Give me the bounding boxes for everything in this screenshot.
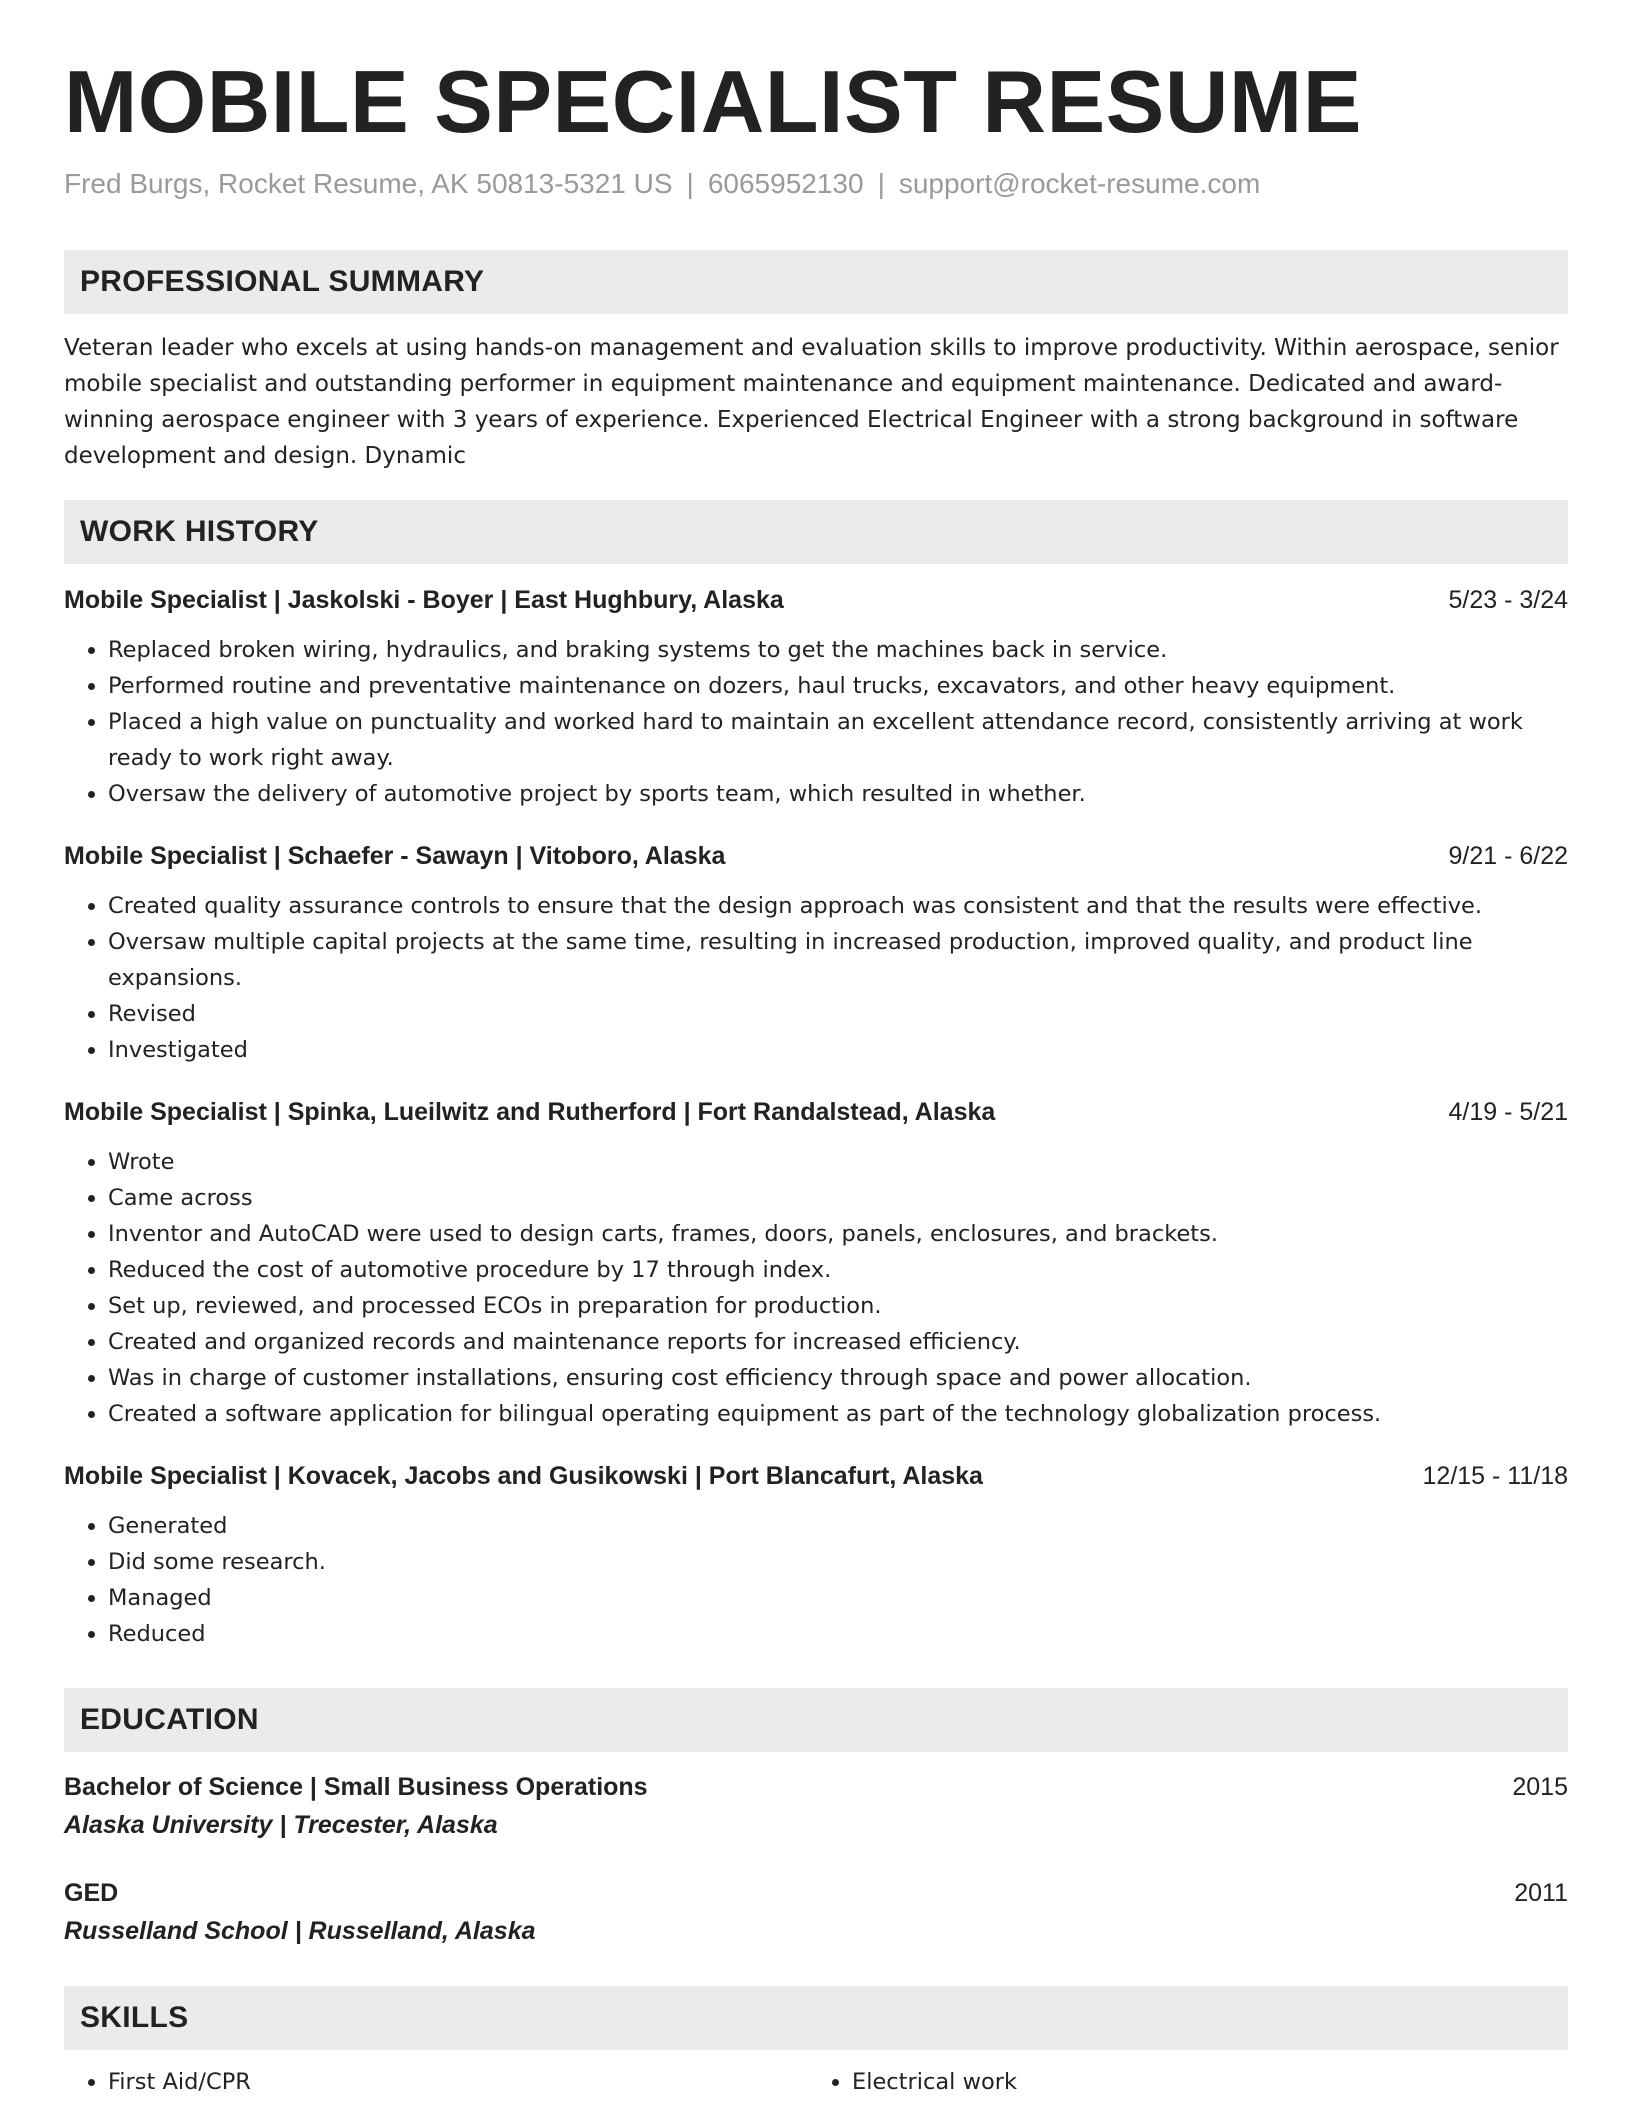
job-bullet: • Performed routine and preventative maintenance on dozers, haul trucks, excavators, and other heavy equipment.: [108, 668, 1568, 704]
job-header: [64, 838, 1568, 874]
job-dates: 12/15 - 11/18: [1422, 1462, 1568, 1490]
education-school: Russelland School | Russelland, Alaska: [64, 1917, 536, 1945]
job-dates: 4/19 - 5/21: [1448, 1098, 1568, 1126]
section-heading-work-history: WORK HISTORY: [64, 500, 1568, 564]
job-bullet: • Replaced broken wiring, hydraulics, and braking systems to get the machines back in service.: [108, 632, 1568, 668]
job-bullet: • Reduced: [108, 1616, 1568, 1652]
skills-column-left: [64, 2064, 808, 2100]
job-bullets: [64, 888, 1568, 1068]
skills-column-right: [808, 2064, 1552, 2100]
job-bullets: [64, 1144, 1568, 1432]
job-dates: 5/23 - 3/24: [1448, 586, 1568, 614]
job-header: [64, 582, 1568, 618]
education-school: Alaska University | Trecester, Alaska: [64, 1811, 498, 1839]
job-bullet: • Was in charge of customer installations, ensuring cost efficiency through space and power allocation.: [108, 1360, 1568, 1396]
job-bullet: • Came across: [108, 1180, 1568, 1216]
summary-text: Veteran leader who excels at using hands-on management and evaluation skills to improve productivity. Within aerospace, senior mobile specialist and outstanding performer in equipment maintenance and equipment maintenance. Dedicated and award-winning aerospace engineer with 3 years of experience. Experienced Electrical Engineer with a strong background in software development and design. Dynamic: [64, 335, 1559, 469]
section-heading-education: EDUCATION: [64, 1688, 1568, 1752]
job-header: [64, 1094, 1568, 1130]
job-entry: [64, 582, 1568, 812]
job-bullet: • Placed a high value on punctuality and worked hard to maintain an excellent attendance record, consistently arriving at work ready to work right away.: [108, 704, 1568, 776]
education-year: 2011: [1514, 1879, 1568, 1907]
education-degree: Bachelor of Science | Small Business Operations: [64, 1773, 648, 1801]
education-year: 2015: [1512, 1773, 1568, 1801]
job-bullet: • Did some research.: [108, 1544, 1568, 1580]
skill-item: • First Aid/CPR: [108, 2064, 808, 2100]
job-header: [64, 1458, 1568, 1494]
job-bullet: • Inventor and AutoCAD were used to design carts, frames, doors, panels, enclosures, and brackets.: [108, 1216, 1568, 1252]
contact-line: [64, 166, 1568, 202]
education-entry: [64, 1768, 1568, 1844]
job-bullet: • Revised: [108, 996, 1568, 1032]
contact-separator: |: [877, 168, 885, 199]
resume-title: MOBILE SPECIALIST RESUME: [64, 52, 1362, 151]
job-bullet: • Created a software application for bilingual operating equipment as part of the technology globalization process.: [108, 1396, 1568, 1432]
job-title: Mobile Specialist | Kovacek, Jacobs and Gusikowski | Port Blancafurt, Alaska: [64, 1462, 983, 1490]
job-title: Mobile Specialist | Schaefer - Sawayn | Vitoboro, Alaska: [64, 842, 726, 870]
skills-list: [64, 2064, 1568, 2100]
job-bullet: • Created and organized records and maintenance reports for increased efficiency.: [108, 1324, 1568, 1360]
section-heading-summary: PROFESSIONAL SUMMARY: [64, 250, 1568, 314]
job-bullet: • Set up, reviewed, and processed ECOs in preparation for production.: [108, 1288, 1568, 1324]
contact-separator: |: [686, 168, 694, 199]
job-bullet: • Wrote: [108, 1144, 1568, 1180]
job-entry: [64, 1094, 1568, 1432]
job-bullet: • Oversaw the delivery of automotive project by sports team, which resulted in whether.: [108, 776, 1568, 812]
job-title: Mobile Specialist | Spinka, Lueilwitz and Rutherford | Fort Randalstead, Alaska: [64, 1098, 996, 1126]
job-bullet: • Investigated: [108, 1032, 1568, 1068]
job-bullet: • Oversaw multiple capital projects at the same time, resulting in increased production, improved quality, and product line expansions.: [108, 924, 1568, 996]
education-entry: [64, 1874, 1568, 1950]
education-degree: GED: [64, 1879, 119, 1907]
job-title: Mobile Specialist | Jaskolski - Boyer | East Hughbury, Alaska: [64, 586, 784, 614]
job-entry: [64, 838, 1568, 1068]
job-dates: 9/21 - 6/22: [1448, 842, 1568, 870]
job-bullet: • Generated: [108, 1508, 1568, 1544]
contact-phone: 6065952130: [707, 168, 864, 199]
job-entry: [64, 1458, 1568, 1652]
job-bullets: [64, 632, 1568, 812]
job-bullets: [64, 1508, 1568, 1652]
skill-item: • Electrical work: [852, 2064, 1552, 2100]
job-bullet: • Created quality assurance controls to ensure that the design approach was consistent and that the results were effective.: [108, 888, 1568, 924]
section-heading-skills: SKILLS: [64, 1986, 1568, 2050]
job-bullet: • Reduced the cost of automotive procedure by 17 through index.: [108, 1252, 1568, 1288]
contact-email: support@rocket-resume.com: [898, 168, 1261, 199]
contact-address: Fred Burgs, Rocket Resume, AK 50813-5321 US: [64, 168, 673, 199]
education-header: [64, 1768, 1568, 1806]
job-bullet: • Managed: [108, 1580, 1568, 1616]
education-header: [64, 1874, 1568, 1912]
